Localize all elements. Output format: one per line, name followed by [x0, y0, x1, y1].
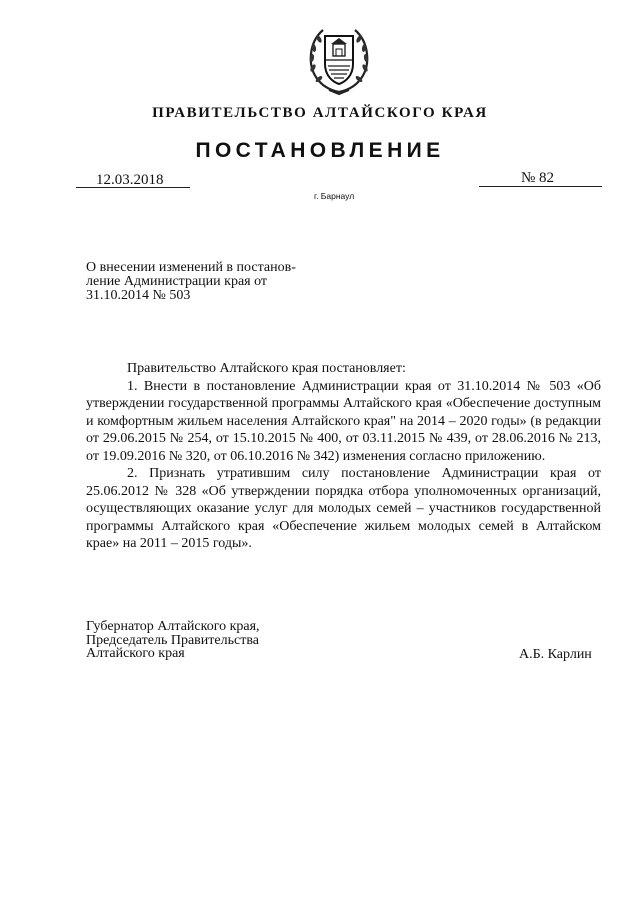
body-intro: Правительство Алтайского края постановляет: — [127, 361, 406, 376]
number-underline — [479, 186, 602, 187]
signatory-name-text: А.Б. Карлин — [519, 647, 592, 662]
signatory-position-line-2: Председатель Правительства — [86, 632, 259, 648]
document-number — [521, 170, 554, 187]
signatory-position-line-3: Алтайского края — [86, 646, 185, 661]
document-city-text: г. Барнаул — [314, 191, 355, 201]
document-number-text: № 82 — [521, 170, 555, 186]
signatory-position — [86, 620, 260, 661]
government-name: ПРАВИТЕЛЬСТВО АЛТАЙСКОГО КРАЯ — [152, 105, 488, 121]
document-body — [86, 360, 601, 553]
coat-of-arms-icon — [303, 24, 375, 96]
subject-line-3: 31.10.2014 № 503 — [86, 288, 191, 303]
signatory-position-line-1: Губернатор Алтайского края, — [86, 619, 260, 634]
signatory-name — [519, 647, 592, 663]
document-city — [314, 191, 354, 201]
document-subject — [86, 261, 340, 303]
document-type-title: ПОСТАНОВЛЕНИЕ — [195, 139, 445, 162]
subject-line-1: О внесении изменений в постанов- — [86, 260, 296, 275]
document-date-text: 12.03.2018 — [96, 172, 164, 188]
body-item-2: 2. Признать утратившим силу постановление Администрации края от 25.06.2012 № 328 «Об утверждении порядка отбора уполномоченных организаций, осуществляющих оказание услуг для молодых семей – участников государственной программы Алтайского края «Обеспечение жильем молодых семей в Алтайском крае» на 2011 – 2015 годы». — [86, 466, 601, 551]
body-item-1: 1. Внести в постановление Администрации края от 31.10.2014 № 503 «Об утверждении государственной программы Алтайского края «Обеспечение доступным и комфортным жильем населения Алтайского края" на 2014 – 2020 годы» (в редакции от 29.06.2015 № 254, от 15.10.2015 № 400, от 03.11.2015 № 439, от 28.06.2016 № 213, от 19.09.2016 № 320, от 06.10.2016 № 342) изменения согласно приложению. — [86, 378, 601, 464]
date-underline — [76, 187, 190, 188]
subject-line-2: ление Администрации края от — [86, 274, 268, 289]
